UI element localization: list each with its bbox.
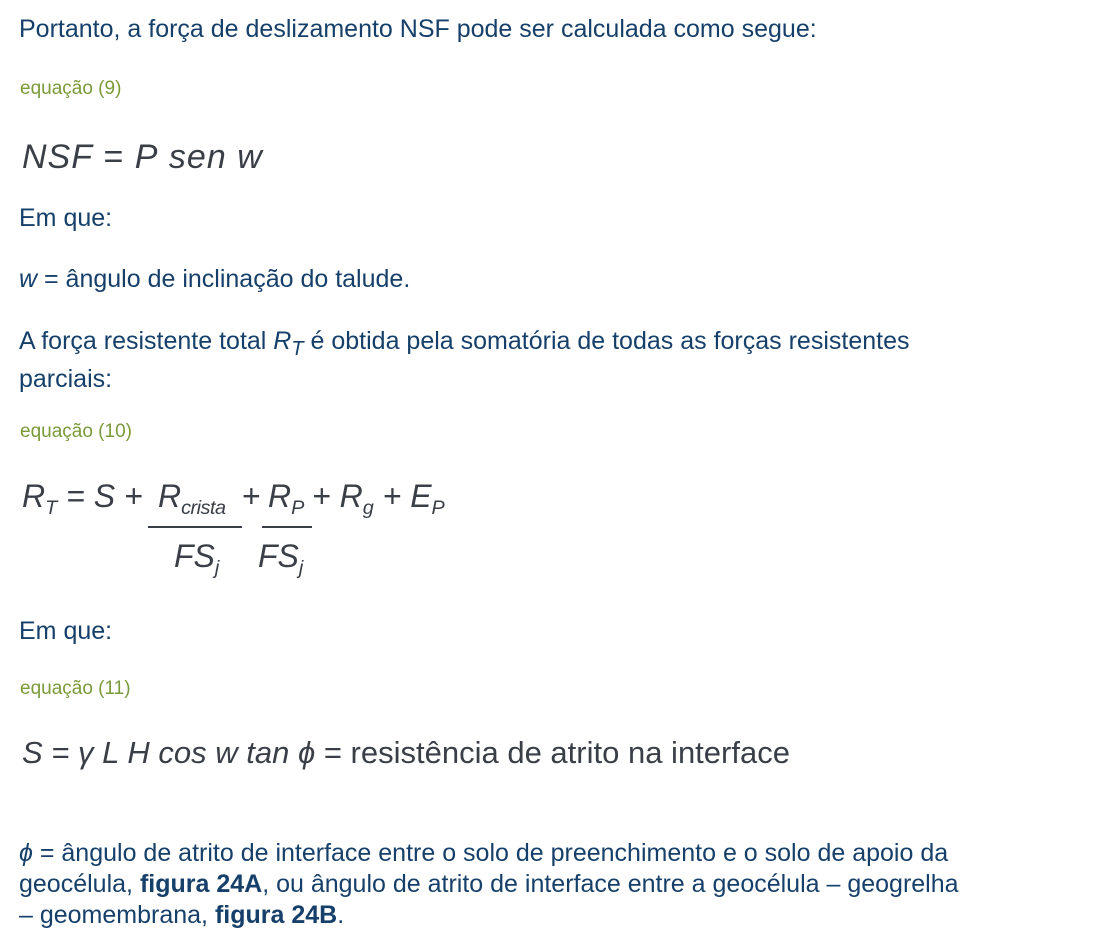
w-definition xyxy=(19,264,410,294)
rt-lhs-sub: T xyxy=(45,496,58,519)
fs-denominator-1: FS xyxy=(174,538,215,574)
equation-11 xyxy=(22,735,790,771)
ep-sub: P xyxy=(431,496,445,519)
eq10-s-term: = S + xyxy=(57,478,143,514)
j-sub-1: j xyxy=(214,556,220,579)
phi-symbol: ϕ xyxy=(19,839,33,867)
fraction-line-1 xyxy=(148,526,242,528)
equals-sign: = xyxy=(103,138,125,176)
p-sub: P xyxy=(291,496,305,519)
resist-line2: parciais: xyxy=(19,365,113,393)
figure-24a-ref[interactable]: figura 24A xyxy=(139,870,263,898)
phi-line-2: geocélula, figura 24A, ou ângulo de atrito de interface entre a geocélula – geogrelha xyxy=(19,870,959,898)
phi-line-3: – geomembrana, figura 24B. xyxy=(19,901,345,929)
rg-term: + R xyxy=(312,478,363,514)
resist-paragraph xyxy=(19,326,1045,394)
phi-paragraph xyxy=(19,838,959,931)
r-crista: R xyxy=(158,478,182,514)
nsf-symbol: NSF xyxy=(22,138,93,176)
phi-line-1: ϕ = ângulo de atrito de interface entre o solo de preenchimento e o solo de apoio da xyxy=(19,839,949,867)
g-sub: g xyxy=(362,496,374,519)
equation-11-label: equação (11) xyxy=(20,678,131,699)
sen-function: sen xyxy=(168,138,227,176)
fs-denominator-2: FS xyxy=(258,538,299,574)
j-sub-2: j xyxy=(298,556,304,579)
fraction-line-2 xyxy=(262,526,312,528)
em-que-2: Em que: xyxy=(19,617,113,645)
ep-term: + E xyxy=(373,478,432,514)
plus-sign: + xyxy=(242,478,261,514)
w-symbol: w xyxy=(237,138,263,176)
equation-10 xyxy=(22,478,502,588)
figure-24b-ref[interactable]: figura 24B xyxy=(214,901,338,929)
w-var: w xyxy=(19,265,38,293)
eq11-description: = resistência de atrito na interface xyxy=(315,735,790,770)
p-symbol: P xyxy=(134,138,159,176)
rt-sub: T xyxy=(291,338,304,360)
em-que-1: Em que: xyxy=(19,204,113,232)
rt-var: R xyxy=(273,327,292,355)
r-p: R xyxy=(268,478,292,514)
equation-10-label: equação (10) xyxy=(20,421,132,442)
intro-text: Portanto, a força de deslizamento NSF pode ser calculada como segue: xyxy=(19,15,817,43)
rt-lhs: R xyxy=(22,478,46,514)
w-definition-text: = ângulo de inclinação do talude. xyxy=(37,265,411,293)
eq11-math: S = γ L H cos w tan ϕ xyxy=(22,735,316,770)
equation-9 xyxy=(22,138,263,177)
equation-9-label: equação (9) xyxy=(20,78,122,99)
crista-sub: crista xyxy=(181,496,226,519)
resist-part1: A força resistente total $R_T$ é obtida pela somatória de todas as forças resistentes xyxy=(19,327,910,360)
